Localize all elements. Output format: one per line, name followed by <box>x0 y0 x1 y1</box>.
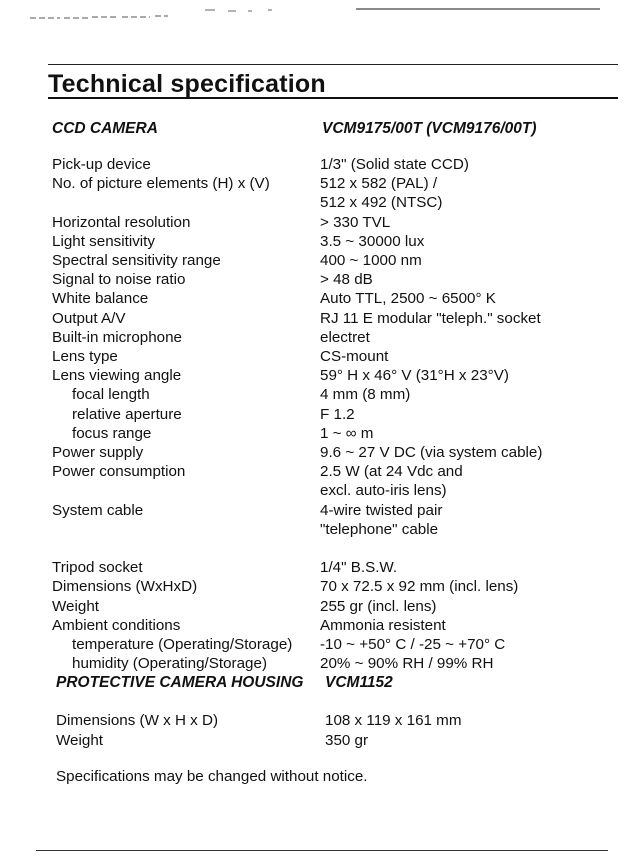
spec-value <box>320 462 592 500</box>
spec-row <box>52 155 592 174</box>
spec-value <box>320 309 592 328</box>
spec-value-line: electret <box>320 328 370 346</box>
spec-row <box>52 347 592 366</box>
spec-label: Pick-up device <box>52 156 151 173</box>
spec-label: Tripod socket <box>52 559 143 577</box>
spec-value <box>320 577 592 596</box>
spec-value-line: 1 ~ ∞ m <box>320 424 374 442</box>
spec-row <box>52 616 592 635</box>
page-title: Technical specification <box>48 70 326 98</box>
title-bottom-rule <box>48 97 618 99</box>
spec-value-line: CS-mount <box>320 348 389 366</box>
spec-value <box>320 328 592 347</box>
ccd-section-heading: CCD CAMERA <box>52 120 158 137</box>
spec-value-line: 512 x 582 (PAL) / <box>320 175 438 193</box>
spec-row <box>52 597 592 616</box>
spec-value <box>320 405 592 424</box>
spec-row <box>52 654 592 673</box>
spec-value-line: 9.6 ~ 27 V DC (via system cable) <box>320 444 543 462</box>
spec-value <box>320 635 592 654</box>
spec-value-line: "telephone" cable <box>320 520 439 538</box>
spec-label: Lens type <box>52 348 118 366</box>
spec-label: Ambient conditions <box>52 616 181 634</box>
spec-label: Signal to noise ratio <box>52 271 186 289</box>
spec-value-line: 4 mm (8 mm) <box>320 386 411 404</box>
bottom-rule <box>36 850 608 851</box>
spec-value <box>320 443 592 462</box>
spec-value <box>320 289 592 308</box>
spec-value-line: 400 ~ 1000 nm <box>320 252 422 270</box>
spec-value: 108 x 119 x 161 mm <box>325 712 462 729</box>
spec-label: Weight <box>52 597 99 615</box>
ccd-model-number: VCM9175/00T (VCM9176/00T) <box>322 120 537 137</box>
spec-value <box>320 654 592 673</box>
spec-value <box>320 366 592 385</box>
spec-value-line: > 330 TVL <box>320 213 391 231</box>
spec-value-line: 20% ~ 90% RH / 99% RH <box>320 655 494 673</box>
housing-spec-table <box>56 711 596 751</box>
spec-value-line: RJ 11 E modular "teleph." socket <box>320 309 541 327</box>
spec-value: 350 gr <box>325 732 369 749</box>
spec-label: Power consumption <box>52 463 186 481</box>
spec-row <box>52 405 592 424</box>
title-block <box>48 66 618 99</box>
spec-label: System cable <box>52 501 144 519</box>
spec-value <box>320 558 592 577</box>
spec-label: Dimensions (W x H x D) <box>56 712 219 729</box>
spec-value-line: > 48 dB <box>320 271 373 289</box>
spec-value <box>320 270 592 289</box>
spec-value <box>320 616 592 635</box>
spec-row <box>52 366 592 385</box>
spec-value <box>320 347 592 366</box>
spec-value-line: Auto TTL, 2500 ~ 6500° K <box>320 290 496 308</box>
spec-row <box>52 174 592 212</box>
spec-label: Spectral sensitivity range <box>52 252 221 270</box>
spec-value <box>320 424 592 443</box>
scan-artifact-lines <box>0 0 625 30</box>
spec-row <box>56 711 596 731</box>
spec-label: Lens viewing angle <box>52 367 182 385</box>
spec-value-line: 59° H x 46° V (31°H x 23°V) <box>320 367 509 385</box>
spec-label: focus range <box>72 424 152 442</box>
spec-value-line: 70 x 72.5 x 92 mm (incl. lens) <box>320 578 519 596</box>
footnote: Specifications may be changed without notice. <box>56 768 368 785</box>
title-top-rule <box>48 64 618 65</box>
spec-row <box>52 577 592 596</box>
spec-value <box>320 174 592 212</box>
spec-row <box>52 385 592 404</box>
spec-row <box>52 232 592 251</box>
housing-model-number: VCM1152 <box>325 674 393 691</box>
spec-row <box>52 251 592 270</box>
spec-label: Dimensions (WxHxD) <box>52 578 198 596</box>
spec-row <box>52 501 592 539</box>
spec-value <box>320 597 592 616</box>
spec-row <box>52 289 592 308</box>
spec-value <box>320 213 592 232</box>
spec-row <box>52 635 592 654</box>
spec-value-line: 255 gr (incl. lens) <box>320 597 437 615</box>
spec-value-line: 512 x 492 (NTSC) <box>320 194 443 212</box>
spec-value-line: 2.5 W (at 24 Vdc and <box>320 463 463 481</box>
spacer <box>52 539 592 558</box>
ccd-spec-table <box>52 155 592 673</box>
spec-value-line: Ammonia resistent <box>320 616 446 634</box>
spec-label: Output A/V <box>52 309 126 327</box>
spec-value <box>320 385 592 404</box>
spec-value <box>320 232 592 251</box>
spec-row <box>52 328 592 347</box>
spec-label: Weight <box>56 732 103 749</box>
spec-label: Horizontal resolution <box>52 213 191 231</box>
spec-value-line: 3.5 ~ 30000 lux <box>320 232 425 250</box>
spec-label: Power supply <box>52 444 144 462</box>
spec-value <box>320 501 592 539</box>
spec-label: Built-in microphone <box>52 328 182 346</box>
spec-value <box>320 155 592 174</box>
spec-label: relative aperture <box>72 405 182 423</box>
spec-row <box>52 558 592 577</box>
spec-label: White balance <box>52 290 149 308</box>
spec-label: humidity (Operating/Storage) <box>72 655 267 673</box>
spec-value-line: 1/3" (Solid state CCD) <box>320 156 469 173</box>
spec-label: Light sensitivity <box>52 232 155 250</box>
spec-row <box>52 462 592 500</box>
spec-label: No. of picture elements (H) x (V) <box>52 175 270 193</box>
spec-row <box>52 424 592 443</box>
spec-value-line: 4-wire twisted pair <box>320 501 443 519</box>
housing-section-heading: PROTECTIVE CAMERA HOUSING <box>56 674 304 691</box>
spec-value <box>320 251 592 270</box>
spec-row <box>52 309 592 328</box>
spec-row <box>52 213 592 232</box>
spec-value-line: 1/4" B.S.W. <box>320 559 398 577</box>
spec-row <box>52 270 592 289</box>
spec-row <box>52 443 592 462</box>
spec-value-line: excl. auto-iris lens) <box>320 482 447 500</box>
spec-value-line: -10 ~ +50° C / -25 ~ +70° C <box>320 636 506 654</box>
spec-label: focal length <box>72 386 150 404</box>
spec-row <box>56 731 596 751</box>
spec-value-line: F 1.2 <box>320 405 355 423</box>
spec-label: temperature (Operating/Storage) <box>72 636 293 654</box>
